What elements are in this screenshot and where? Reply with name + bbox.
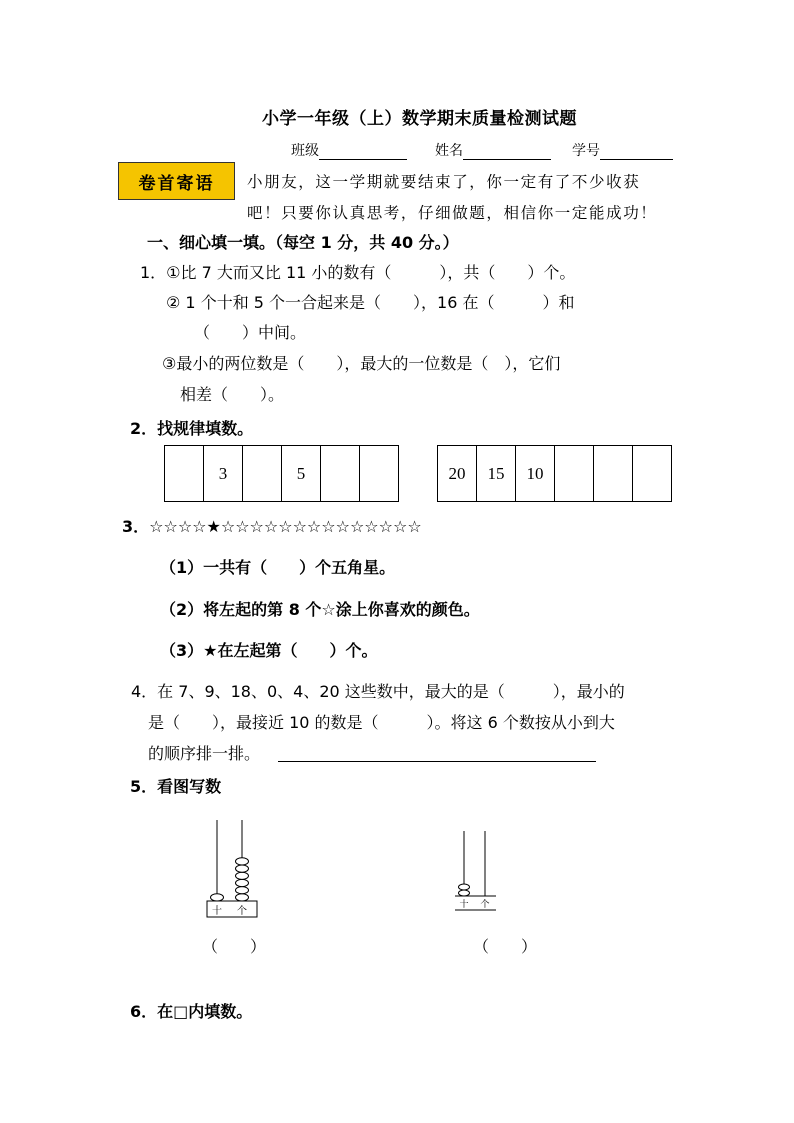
abacus-bead	[211, 894, 224, 901]
abacus-1	[198, 815, 268, 921]
abacus-tens-label: 十	[459, 900, 469, 910]
abacus-bead	[459, 890, 470, 896]
sequence-cell[interactable]	[360, 446, 399, 501]
class-label: 班级	[291, 143, 319, 159]
q4-answer-line[interactable]	[278, 761, 596, 762]
id-field	[572, 140, 673, 160]
q1-a: 1．①比 7 大而又比 11 小的数有（ ），共（ ）个。	[140, 263, 576, 282]
name-field	[435, 140, 551, 160]
q5-heading: 5．看图写数	[130, 777, 222, 796]
sequence-cell: 15	[477, 446, 516, 501]
name-label: 姓名	[435, 143, 463, 159]
white-stars-left: ☆☆☆☆	[149, 517, 207, 536]
abacus-bead	[459, 884, 470, 890]
q3-sub-1: （1）一共有（ ）个五角星。	[160, 558, 396, 577]
q4-line-2: 是（ ），最接近 10 的数是（ ）。将这 6 个数按从小到大	[148, 713, 615, 732]
q5-answer-1[interactable]: （ ）	[202, 937, 267, 956]
abacus-tens-label: 十	[212, 906, 222, 917]
page-title: 小学一年级（上）数学期末质量检测试题	[262, 109, 577, 129]
intro-line-2: 吧！只要你认真思考，仔细做题，相信你一定能成功！	[247, 204, 658, 222]
abacus-bead	[236, 887, 249, 894]
sequence-cell[interactable]	[243, 446, 282, 501]
q1-b-line2: （ ）中间。	[194, 323, 307, 342]
sequence-cell[interactable]	[165, 446, 204, 501]
section-heading: 一、细心填一填。（每空 1 分，共 40 分。）	[147, 233, 459, 252]
intro-line-1: 小朋友，这一学期就要结束了，你一定有了不少收获	[247, 173, 641, 191]
q4-line-1: 4．在 7、9、18、0、4、20 这些数中，最大的是（ ），最小的	[131, 682, 625, 701]
abacus-ones-label: 个	[480, 900, 490, 910]
sequence-cell: 5	[282, 446, 321, 501]
q3-star-row	[122, 514, 422, 537]
q6-heading: 6．在□内填数。	[130, 1002, 253, 1021]
abacus-bead	[236, 894, 249, 901]
name-blank[interactable]	[463, 145, 551, 160]
sequence-2	[437, 445, 672, 502]
abacus-2	[450, 826, 506, 912]
q2-heading: 2．找规律填数。	[130, 419, 254, 438]
abacus-bead	[236, 879, 249, 886]
sequence-cell[interactable]	[594, 446, 633, 501]
white-stars-right: ☆☆☆☆☆☆☆☆☆☆☆☆☆☆	[220, 517, 422, 536]
class-blank[interactable]	[319, 145, 407, 160]
q1-c-line2: 相差（ ）。	[180, 385, 285, 404]
id-label: 学号	[572, 143, 600, 159]
q1-b-line1: ② 1 个十和 5 个一合起来是（ ），16 在（ ）和	[166, 293, 575, 312]
q3-sub-2: （2）将左起的第 8 个☆涂上你喜欢的颜色。	[160, 600, 480, 619]
sequence-cell[interactable]	[321, 446, 360, 501]
sequence-cell: 3	[204, 446, 243, 501]
abacus-ones-label: 个	[237, 906, 247, 917]
sequence-cell: 10	[516, 446, 555, 501]
q3-sub-3: （3）★在左起第（ ）个。	[160, 641, 378, 660]
sequence-cell[interactable]	[633, 446, 672, 501]
class-field	[291, 140, 407, 160]
abacus-bead	[236, 865, 249, 872]
id-blank[interactable]	[600, 145, 673, 160]
abacus-bead	[236, 858, 249, 865]
black-star-icon: ★	[206, 517, 221, 536]
q1-c-line1: ③最小的两位数是（ ），最大的一位数是（ ），它们	[162, 354, 561, 373]
q3-number: 3．	[122, 517, 150, 536]
sequence-cell: 20	[438, 446, 477, 501]
sequence-cell[interactable]	[555, 446, 594, 501]
foreword-badge: 卷首寄语	[118, 162, 235, 200]
sequence-1	[164, 445, 399, 502]
abacus-bead	[236, 872, 249, 879]
q5-answer-2[interactable]: （ ）	[473, 937, 538, 956]
q4-line-3: 的顺序排一排。	[148, 744, 261, 763]
